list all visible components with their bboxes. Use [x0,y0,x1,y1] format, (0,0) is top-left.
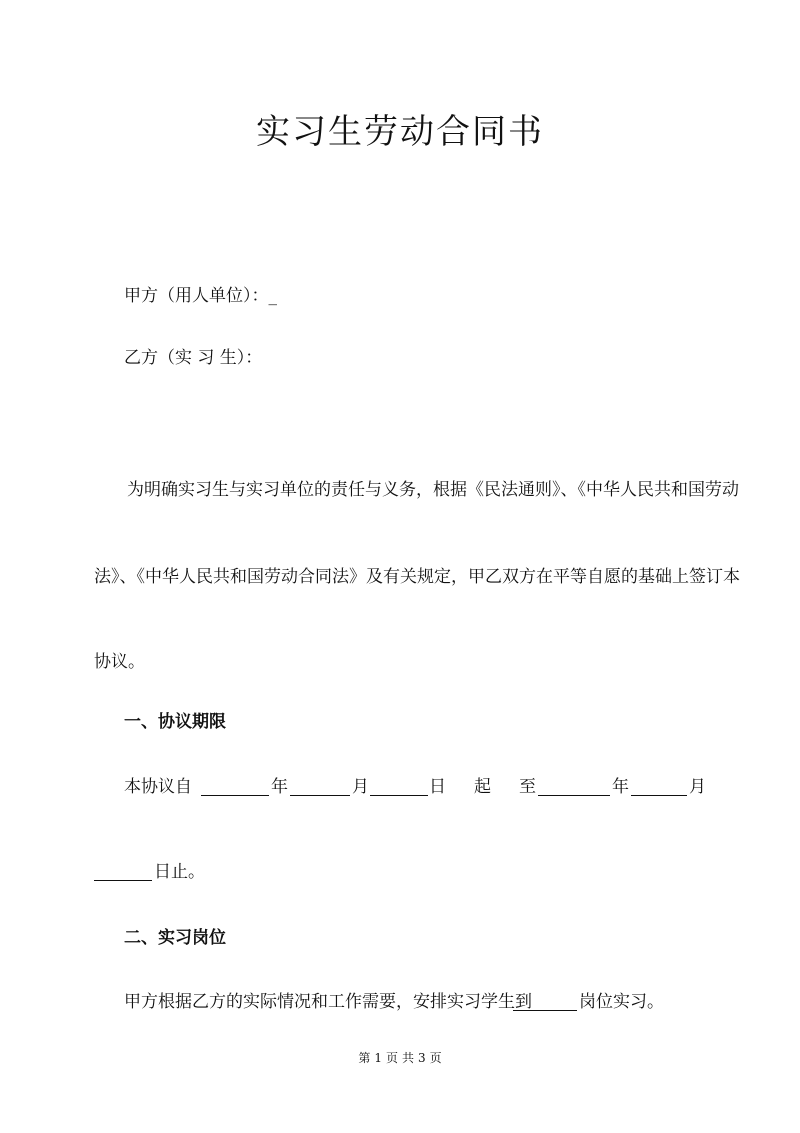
footer-gong: 共 [402,1051,415,1065]
internship-position-row [124,990,684,1014]
section-1-heading: 一、协议期限 [124,712,226,732]
start-month-blank[interactable] [290,795,350,796]
agreement-end-row [94,860,254,884]
party-b-line: 乙方（实 习 生）： [124,348,263,368]
term-prefix: 本协议自 [124,777,192,797]
qi-label: 起 [474,777,491,797]
footer-di: 第 [358,1051,371,1065]
section-2-heading: 二、实习岗位 [124,928,226,948]
document-title: 实习生劳动合同书 [256,112,544,152]
preamble-line-1: 为明确实习生与实习单位的责任与义务，根据《民法通则》、《中华人民共和国劳动 [127,480,739,500]
page-footer [0,1050,800,1066]
agreement-term-row [124,775,704,799]
start-day-blank[interactable] [370,795,428,796]
preamble-line-2: 法》、《中华人民共和国劳动合同法》及有关规定，甲乙双方在平等自愿的基础上签订本 [94,567,740,587]
end-year-label: 年 [612,777,629,797]
start-year-blank[interactable] [201,795,269,796]
start-day-label: 日 [429,777,446,797]
end-month-blank[interactable] [631,795,687,796]
footer-page-number: 1 [374,1051,382,1065]
start-year-label: 年 [271,777,288,797]
preamble-line-3: 协议。 [94,652,145,672]
position-blank[interactable] [513,1010,577,1011]
end-year-blank[interactable] [538,795,610,796]
end-month-label: 月 [689,777,706,797]
start-month-label: 月 [352,777,369,797]
end-day-blank[interactable] [94,880,152,881]
end-day-label: 日止。 [154,862,205,882]
footer-total-pages: 3 [418,1051,426,1065]
zhi-label: 至 [519,777,536,797]
party-a-line: 甲方（用人单位）：_ [124,286,277,306]
footer-ye-2: 页 [429,1051,442,1065]
footer-ye: 页 [385,1051,398,1065]
position-text-before: 甲方根据乙方的实际情况和工作需要，安排实习学生到 [124,992,532,1012]
position-text-after: 岗位实习。 [579,992,664,1012]
